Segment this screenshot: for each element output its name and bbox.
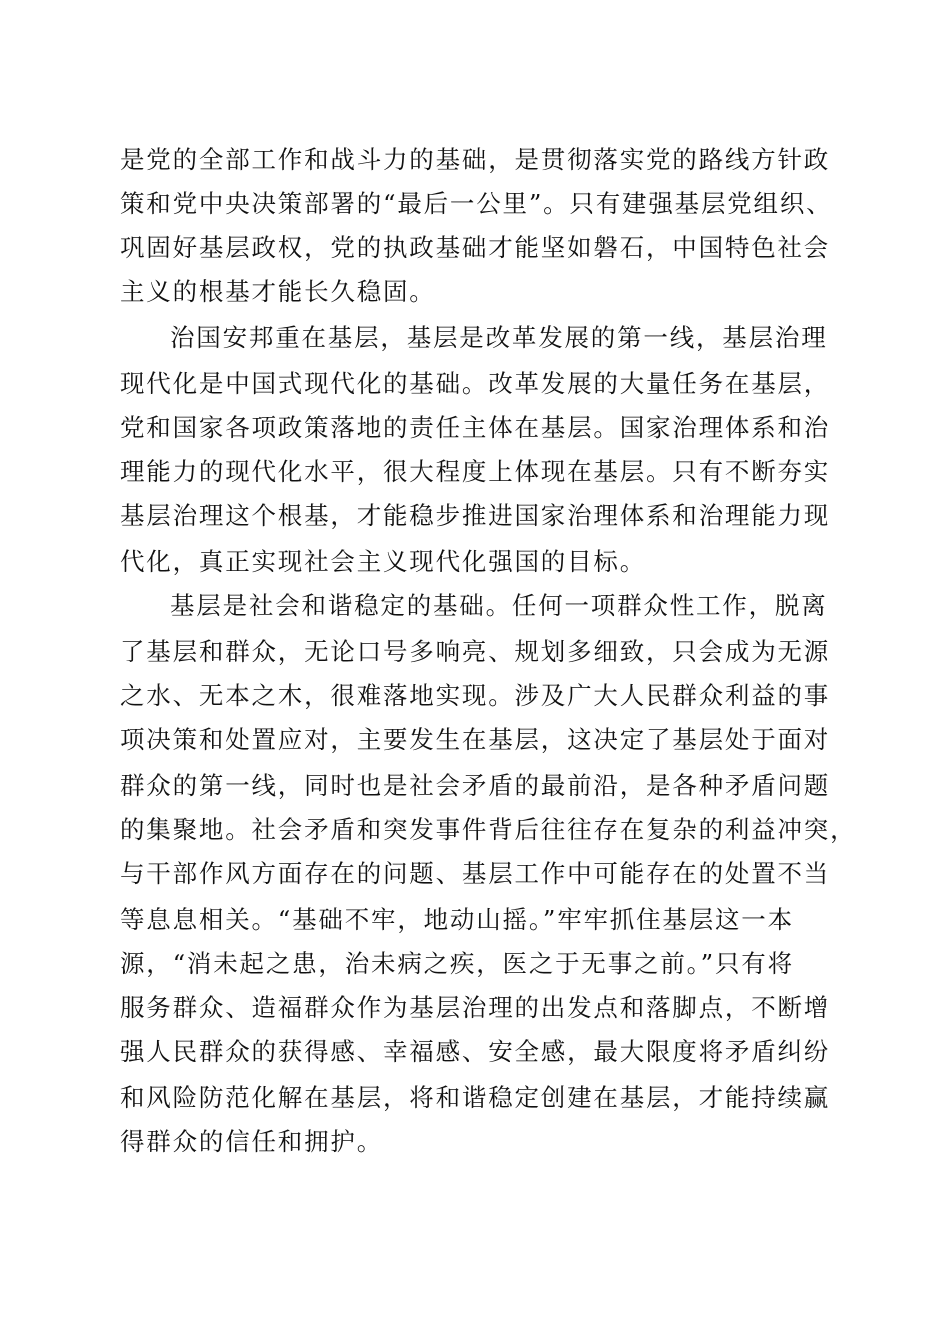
text-line: 现代化是中国式现代化的基础。改革发展的大量任务在基层， xyxy=(120,369,831,398)
text-line: 和风险防范化解在基层，将和谐稳定创建在基层，才能持续赢 xyxy=(120,1083,831,1112)
text-line: 代化，真正实现社会主义现代化强国的目标。 xyxy=(120,547,646,576)
text-line: 巩固好基层政权，党的执政基础才能坚如磐石，中国特色社会 xyxy=(120,233,831,262)
text-line: 基层治理这个根基，才能稳步推进国家治理体系和治理能力现 xyxy=(120,501,831,530)
text-line: 治国安邦重在基层，基层是改革发展的第一线，基层治理 xyxy=(170,323,828,352)
text-line: 强人民群众的获得感、幸福感、安全感，最大限度将矛盾纠纷 xyxy=(120,1037,831,1066)
text-line: 主义的根基才能长久稳固。 xyxy=(120,277,436,306)
text-line: 源，“消未起之患，治未病之疾，医之于无事之前。”只有将 xyxy=(120,949,794,978)
text-line: 之水、无本之木，很难落地实现。涉及广大人民群众利益的事 xyxy=(120,681,831,710)
text-line: 与干部作风方面存在的问题、基层工作中可能存在的处置不当 xyxy=(120,859,831,888)
text-line: 是党的全部工作和战斗力的基础，是贯彻落实党的路线方针政 xyxy=(120,145,831,174)
text-line: 党和国家各项政策落地的责任主体在基层。国家治理体系和治 xyxy=(120,413,831,442)
text-line: 等息息相关。“基础不牢，地动山摇。”牢牢抓住基层这一本 xyxy=(120,905,794,934)
text-line: 基层是社会和谐稳定的基础。任何一项群众性工作，脱离 xyxy=(170,591,828,620)
text-line: 了基层和群众，无论口号多响亮、规划多细致，只会成为无源 xyxy=(120,637,831,666)
text-line: 策和党中央决策部署的“最后一公里”。只有建强基层党组织、 xyxy=(120,189,833,218)
text-line: 服务群众、造福群众作为基层治理的出发点和落脚点，不断增 xyxy=(120,993,831,1022)
text-line: 项决策和处置应对，主要发生在基层，这决定了基层处于面对 xyxy=(120,725,831,754)
text-line: 的集聚地。社会矛盾和突发事件背后往往存在复杂的利益冲突， xyxy=(120,815,857,844)
text-line: 理能力的现代化水平，很大程度上体现在基层。只有不断夯实 xyxy=(120,457,831,486)
text-line: 得群众的信任和拥护。 xyxy=(120,1127,383,1156)
text-line: 群众的第一线，同时也是社会矛盾的最前沿，是各种矛盾问题 xyxy=(120,771,831,800)
